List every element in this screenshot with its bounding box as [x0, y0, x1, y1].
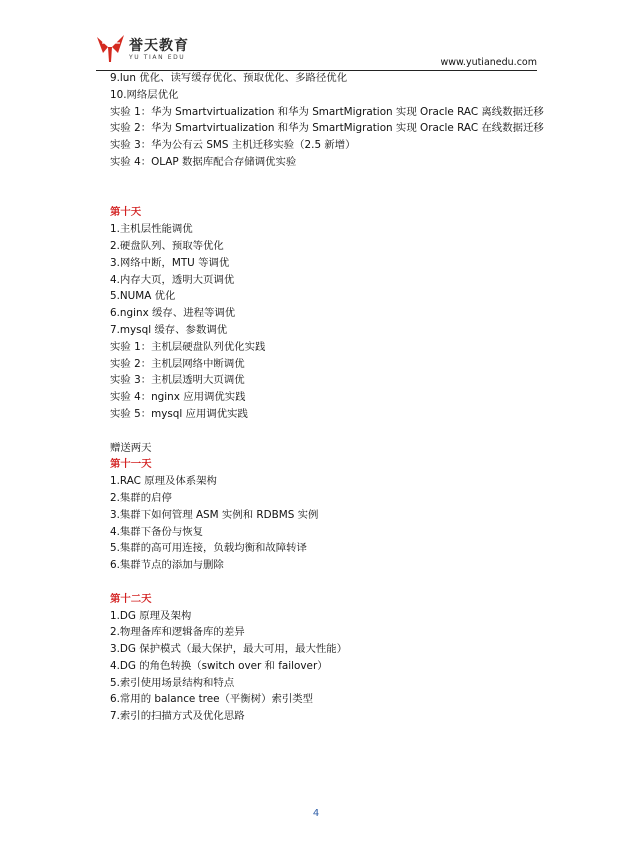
day10-title: 第十天	[110, 206, 142, 219]
day12-section	[110, 591, 550, 725]
list-item: 实验 5：mysql 应用调优实践	[110, 407, 248, 420]
list-item: 5.集群的高可用连接，负载均衡和故障转译	[110, 542, 307, 555]
list-item: 2.硬盘队列、预取等优化	[110, 239, 224, 252]
day12-title: 第十二天	[110, 592, 152, 605]
list-item: 3.网络中断，MTU 等调优	[110, 256, 230, 269]
list-item: 2.集群的启停	[110, 491, 172, 504]
list-item: 7.mysql 缓存、参数调优	[110, 323, 228, 336]
list-item: 实验 4：nginx 应用调优实践	[110, 391, 246, 404]
list-item: 实验 3：主机层透明大页调优	[110, 374, 245, 387]
website-url: www.yutianedu.com	[440, 57, 537, 68]
list-item: 3.集群下如何管理 ASM 实例和 RDBMS 实例	[110, 508, 319, 521]
logo-mark-icon	[96, 33, 126, 63]
list-item: 6.集群节点的添加与删除	[110, 559, 224, 572]
list-item: 4.内存大页，透明大页调优	[110, 273, 235, 286]
list-item: 6.常用的 balance tree（平衡树）索引类型	[110, 693, 314, 706]
page-header	[0, 0, 632, 72]
list-item: 1.RAC 原理及体系架构	[110, 475, 217, 488]
list-item: 5.索引使用场景结构和特点	[110, 676, 235, 689]
day11-title: 第十一天	[110, 458, 152, 471]
list-item: 3.DG 保护模式（最大保护，最大可用，最大性能）	[110, 643, 348, 656]
list-item: 实验 1：华为 Smartvirtualization 和华为 SmartMigration 实现 Oracle RAC 离线数据迁移	[110, 105, 544, 118]
list-item: 1.主机层性能调优	[110, 223, 193, 236]
list-item: 10.网络层优化	[110, 88, 179, 101]
list-item: 5.NUMA 优化	[110, 290, 176, 303]
previous-day-section	[110, 70, 550, 171]
list-item: 7.索引的扫描方式及优化思路	[110, 710, 245, 723]
list-item: 实验 3：华为公有云 SMS 主机迁移实验（2.5 新增）	[110, 139, 356, 152]
logo-chinese-name: 誉天教育	[129, 38, 189, 54]
list-item: 4.集群下备份与恢复	[110, 525, 204, 538]
list-item: 实验 2：主机层网络中断调优	[110, 357, 245, 370]
list-item: 6.nginx 缓存、进程等调优	[110, 307, 236, 320]
list-item: 2.物理备库和逻辑备库的差异	[110, 626, 245, 639]
list-item: 实验 2：华为 Smartvirtualization 和华为 SmartMigration 实现 Oracle RAC 在线数据迁移	[110, 122, 544, 135]
list-item: 1.DG 原理及架构	[110, 609, 192, 622]
bonus-label: 赠送两天	[110, 441, 152, 454]
day10-section	[110, 204, 550, 422]
list-item: 4.DG 的角色转换（switch over 和 failover）	[110, 659, 328, 672]
list-item: 9.lun 优化、读写缓存优化、预取优化、多路径优化	[110, 72, 348, 84]
page-number: 4	[312, 808, 320, 819]
list-item: 实验 4：OLAP 数据库配合存储调优实验	[110, 155, 297, 168]
logo-english-name: YU TIAN EDU	[129, 54, 186, 61]
company-logo	[96, 33, 206, 67]
list-item: 实验 1：主机层硬盘队列优化实践	[110, 340, 266, 353]
day11-section	[110, 456, 550, 574]
course-outline	[110, 70, 550, 725]
